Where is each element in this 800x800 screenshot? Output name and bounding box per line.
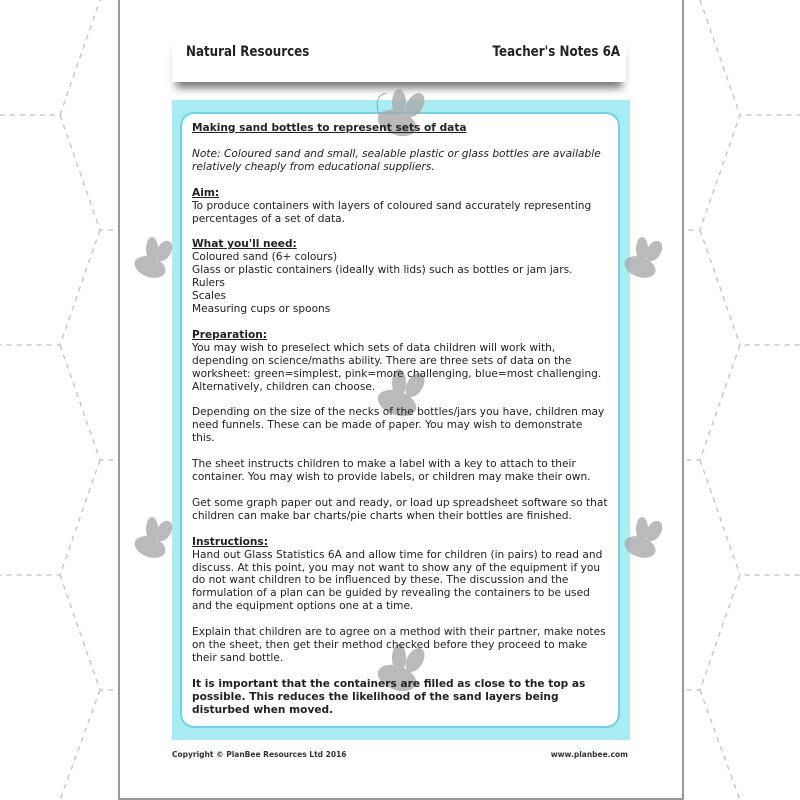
instructions-paragraph: Hand out Glass Statistics 6A and allow time for children (in pairs) to read and discuss. At this point, you may not want to show any of the equipment if you do not want children to be influenced by these. The discussion and the formulation of a plan can be guided by revealing the containers to be used and the equipment options one at a time. [192,548,603,613]
important-note: It is important that the containers are filled as close to the top as possible. This reduces the likelihood of the sand layers being disturbed when moved. [192,677,586,716]
page-header [172,36,626,82]
aim-heading: Aim: [192,186,220,199]
need-item: Glass or plastic containers (ideally with lids) such as bottles or jam jars. [192,264,573,277]
aim-text: To produce containers with layers of coloured sand accurately representing percentages of a set of data. [192,199,592,225]
content-panel [180,112,620,728]
header-topic: Natural Resources [186,44,310,60]
need-item: Scales [192,290,227,303]
bee-watermark-icon [612,235,672,285]
need-item: Coloured sand (6+ colours) [192,251,338,264]
prep-paragraph: The sheet instructs children to make a label with a key to attach to their container. You may wish to provide labels, or children may make their own. [192,458,591,484]
prep-heading: Preparation: [192,328,268,341]
need-item: Measuring cups or spoons [192,302,331,315]
instructions-paragraph: Explain that children are to agree on a method with their partner, make notes on the sheet, then get their method checked before they proceed to make their sand bottle. [192,626,606,664]
note: Note: Coloured sand and small, sealable plastic or glass bottles are available relatively cheaply from educational suppliers. [192,147,601,173]
prep-paragraph: Depending on the size of the necks of the bottles/jars you have, children may need funnels. These can be made of paper. You may wish to demonstrate this. [192,406,605,445]
bee-watermark-icon [612,515,672,565]
instructions-heading: Instructions: [192,535,268,548]
need-heading: What you'll need: [192,238,297,251]
bee-watermark-icon [122,515,182,565]
prep-paragraph: You may wish to preselect which sets of data children will work with, depending on science/maths ability. There are three sets of data on the worksheet: green=simplest, pink=more challenging, blue=most challenging. Alternatively, children can choose. [192,341,602,393]
prep-paragraph: Get some graph paper out and ready, or load up spreadsheet software so that children can make bar charts/pie charts when their bottles are finished. [192,496,608,522]
header-notes-title: Teacher's Notes 6A [492,44,620,60]
document-title: Making sand bottles to represent sets of data [192,122,467,134]
copyright: Copyright © PlanBee Resources Ltd 2016 [172,750,347,759]
bee-watermark-icon [122,235,182,285]
need-item: Rulers [192,277,225,290]
website-link[interactable]: www.planbee.com [550,750,628,759]
